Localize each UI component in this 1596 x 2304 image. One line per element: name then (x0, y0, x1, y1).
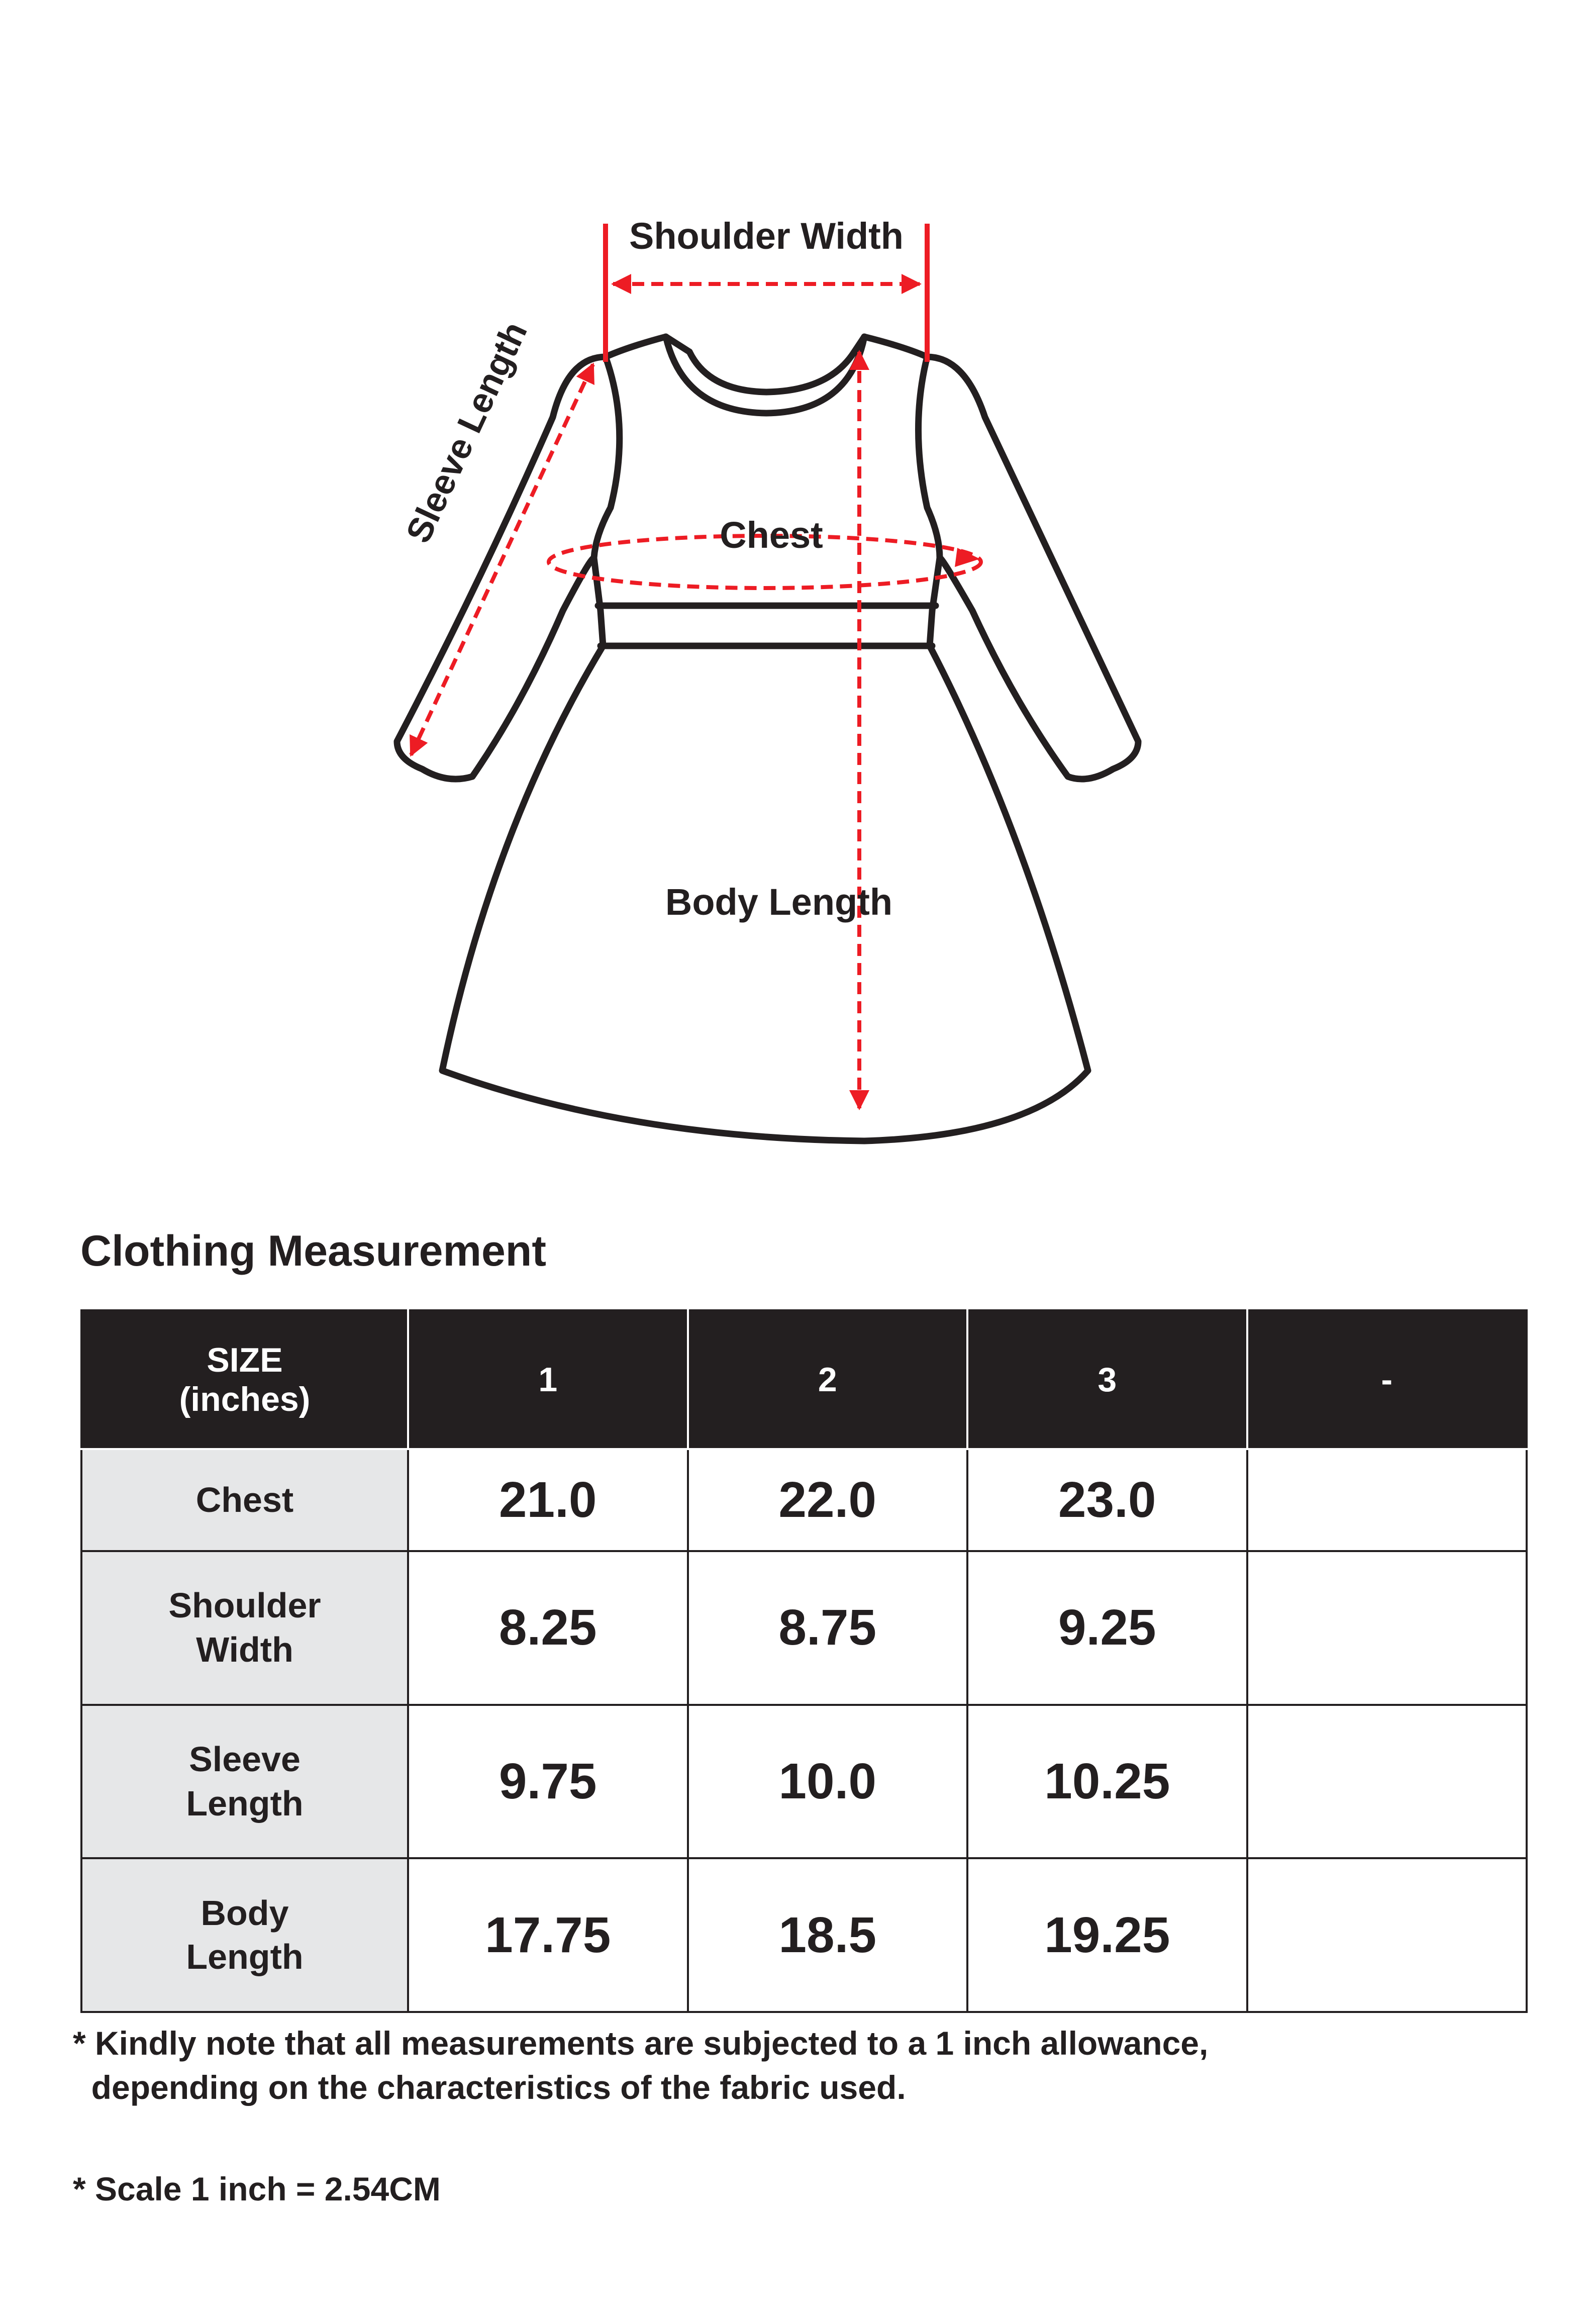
row-label-chest: Chest (81, 1449, 408, 1551)
right-sleeve (927, 357, 1138, 779)
table-cell: 17.75 (408, 1858, 688, 2012)
table-cell (1247, 1551, 1527, 1705)
header-size-3: 3 (967, 1310, 1247, 1449)
table-cell: 8.25 (408, 1551, 688, 1705)
left-shoulder (606, 337, 666, 357)
table-cell: 18.5 (688, 1858, 968, 2012)
bodice-left (594, 357, 620, 611)
table-cell: 9.25 (967, 1551, 1247, 1705)
table-cell: 19.25 (967, 1858, 1247, 2012)
table-cell (1247, 1858, 1527, 2012)
size-table (80, 1309, 1528, 2013)
table-cell: 10.25 (967, 1705, 1247, 1859)
header-size-label: SIZE (inches) (81, 1310, 408, 1449)
row-label-shoulder-width: Shoulder Width (81, 1551, 408, 1705)
table-cell (1247, 1705, 1527, 1859)
allowance-note-line-1: * Kindly note that all measurements are subjected to a 1 inch allowance, (73, 2025, 1209, 2062)
table-cell: 22.0 (688, 1449, 968, 1551)
dress-outline (397, 337, 1138, 1141)
header-size-2: 2 (688, 1310, 968, 1449)
table-row (81, 1449, 1527, 1551)
table-title: Clothing Measurement (80, 1227, 546, 1275)
scale-note: * Scale 1 inch = 2.54CM (73, 2170, 441, 2207)
label-shoulder-width: Shoulder Width (629, 215, 904, 257)
table-row (81, 1551, 1527, 1705)
label-body-length: Body Length (665, 881, 893, 923)
table-cell: 8.75 (688, 1551, 968, 1705)
table-row (81, 1858, 1527, 2012)
table-cell: 23.0 (967, 1449, 1247, 1551)
table-cell: 10.0 (688, 1705, 968, 1859)
row-label-body-length: Body Length (81, 1858, 408, 2012)
table-cell: 9.75 (408, 1705, 688, 1859)
table-cell: 21.0 (408, 1449, 688, 1551)
diagram-labels (398, 215, 904, 923)
right-shoulder (864, 337, 927, 357)
header-size-1: 1 (408, 1310, 688, 1449)
sleeve-length-arrow (411, 364, 593, 755)
table-header-row (81, 1310, 1527, 1449)
table-row (81, 1705, 1527, 1859)
allowance-note-line-2: depending on the characteristics of the fabric used. (73, 2069, 906, 2106)
row-label-sleeve-length: Sleeve Length (81, 1705, 408, 1859)
neckline-inner (689, 352, 854, 392)
label-chest: Chest (720, 514, 823, 556)
label-sleeve-length: Sleeve Length (398, 316, 535, 549)
table-cell (1247, 1449, 1527, 1551)
header-size-4: - (1247, 1310, 1527, 1449)
bodice-right (919, 357, 940, 611)
